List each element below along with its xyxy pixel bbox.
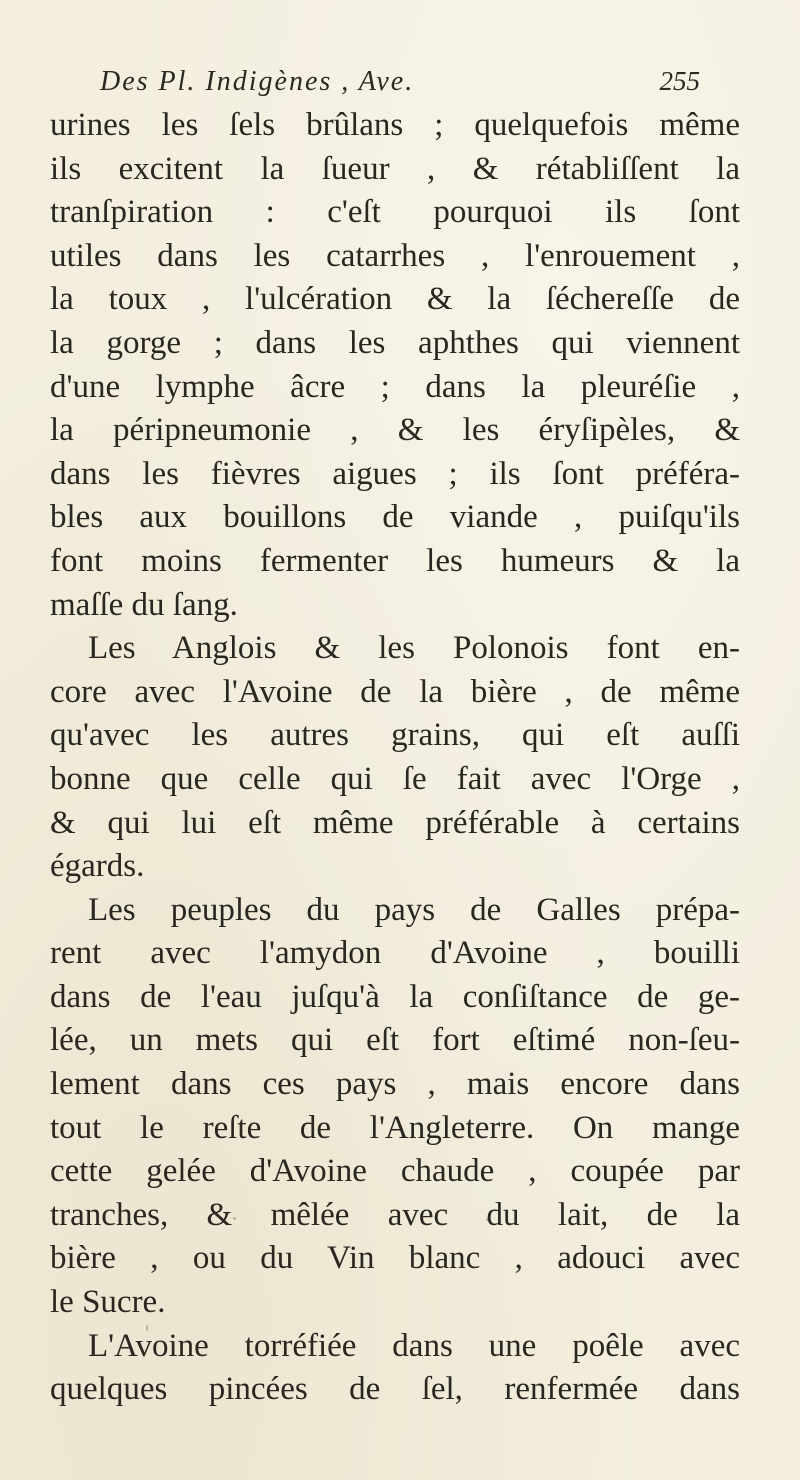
text-line: dans de l'eau juſqu'à la conſiſtance de ge- [50, 978, 740, 1015]
text-line: égards. [50, 848, 145, 885]
text-line: L'Avoine torréfiée dans une poêle avec [88, 1327, 740, 1364]
text-line: la gorge ; dans les aphthes qui viennent [50, 324, 740, 361]
text-line: cette gelée d'Avoine chaude , coupée par [50, 1153, 740, 1190]
paper-speck [146, 1325, 148, 1331]
text-line: rent avec l'amydon d'Avoine , bouilli [50, 935, 740, 972]
text-line: bles aux bouillons de viande , puiſqu'ils [50, 499, 740, 536]
text-line: ils excitent la ſueur , & rétabliſſent la [50, 150, 740, 187]
text-line: tout le reſte de l'Angleterre. On mange [50, 1109, 740, 1146]
paper-speck [233, 1217, 236, 1220]
page-number: 255 [659, 66, 700, 96]
text-line: urines les ſels brûlans ; quelquefois même [50, 107, 740, 143]
text-line: tranches, & mêlée avec du lait, de la [50, 1196, 740, 1233]
text-line: & qui lui eſt même préférable à certains [50, 804, 740, 841]
text-line: bonne que celle qui ſe fait avec l'Orge , [50, 760, 740, 797]
text-line: maſſe du ſang. [50, 586, 238, 623]
text-line: lement dans ces pays , mais encore dans [50, 1066, 740, 1103]
paper-speck [486, 1218, 489, 1221]
text-line: qu'avec les autres grains, qui eſt auſſi [50, 717, 740, 754]
text-line: lée, un mets qui eſt fort eſtimé non-ſeu- [50, 1022, 740, 1059]
text-line: font moins fermenter les humeurs & la [50, 542, 740, 579]
text-line: la toux , l'ulcération & la ſéchereſſe de [50, 281, 740, 318]
text-line: Les peuples du pays de Galles prépa- [88, 891, 740, 928]
text-line: core avec l'Avoine de la bière , de même [50, 673, 740, 710]
text-line: tranſpiration : c'eſt pourquoi ils ſont [50, 194, 740, 231]
text-line: bière , ou du Vin blanc , adouci avec [50, 1240, 740, 1277]
text-line: la péripneumonie , & les éryſipèles, & [50, 412, 740, 449]
text-line: Les Anglois & les Polonois font en- [88, 630, 740, 667]
text-line: d'une lymphe âcre ; dans la pleuréſie , [50, 368, 740, 405]
body-text [50, 104, 740, 1412]
text-line: utiles dans les catarrhes , l'enrouement , [50, 237, 740, 274]
running-head [100, 66, 700, 106]
text-line: quelques pincées de ſel, renfermée dans [50, 1371, 740, 1408]
running-title: Des Pl. Indigènes , Ave. [100, 66, 415, 97]
text-line: le Sucre. [50, 1284, 166, 1321]
text-line: dans les fièvres aigues ; ils ſont préféra- [50, 455, 740, 492]
